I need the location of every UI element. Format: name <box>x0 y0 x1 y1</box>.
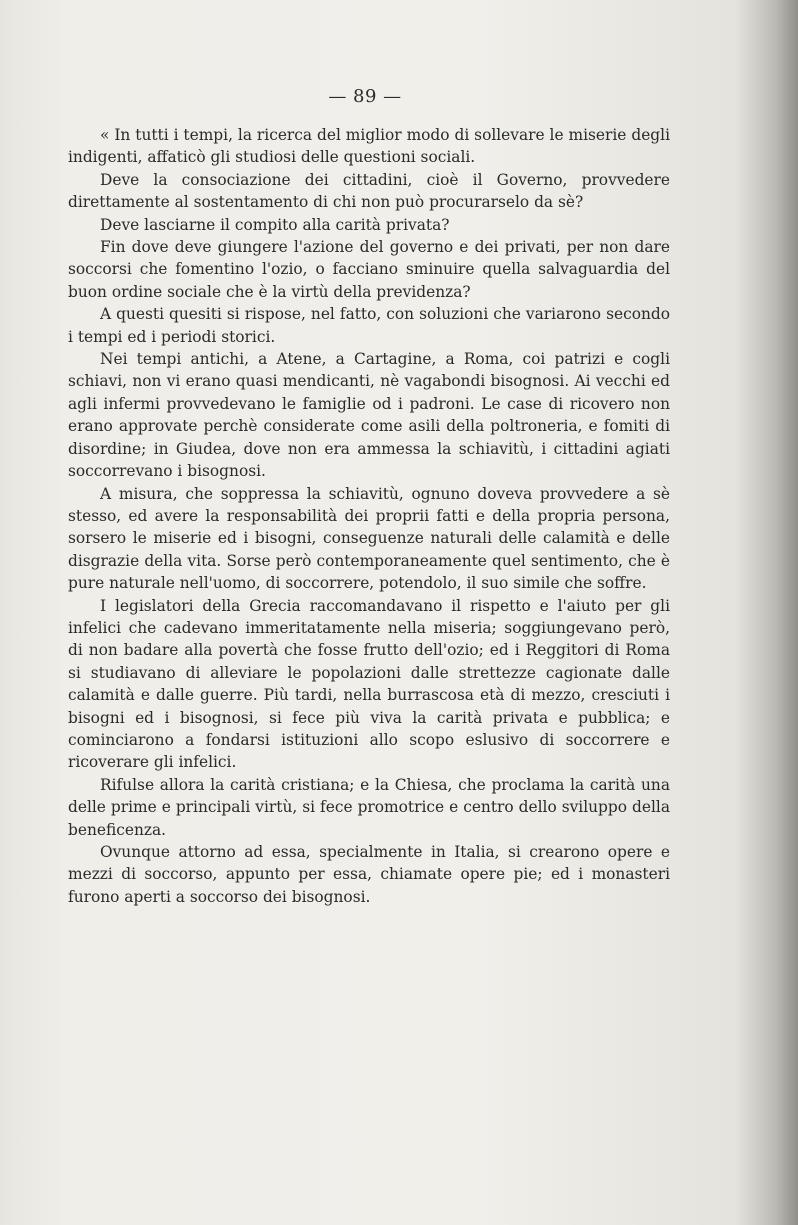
paragraph: Deve lasciarne il compito alla carità privata? <box>100 215 450 234</box>
page-number: — 89 — <box>328 86 402 107</box>
page-body <box>68 124 670 908</box>
paragraph: « In tutti i tempi, la ricerca del miglior modo di sollevare le miserie degli indigenti, affaticò gli studiosi delle questioni sociali. <box>68 126 670 167</box>
paragraph: Fin dove deve giungere l'azione del governo e dei privati, per non dare soccorsi che fomentino l'ozio, o facciano sminuire quella salvaguardia del buon ordine sociale che è la virtù della previdenza? <box>68 238 670 301</box>
paragraph: Nei tempi antichi, a Atene, a Cartagine, a Roma, coi patrizi e cogli schiavi, non vi erano quasi mendicanti, nè vagabondi bisognosi. Ai vecchi ed agli infermi provvedevano le famiglie od i padroni. Le case di ricovero non erano approvate perchè considerate come asili della poltroneria, e fomiti di disordine; in Giudea, dove non era ammessa la schiavitù, i cittadini agiati soccorrevano i bisognosi. <box>68 350 670 481</box>
paragraph: Rifulse allora la carità cristiana; e la Chiesa, che proclama la carità una delle prime e principali virtù, si fece promotrice e centro dello sviluppo della beneficenza. <box>68 775 670 839</box>
paragraph: I legislatori della Grecia raccomandavano il rispetto e l'aiuto per gli infelici che cadevano immeritatamente nella miseria; soggiungevano però, di non badare alla povertà che fosse frutto dell'ozio; ed i Reggitori di Roma si studiavano di alleviare le popolazioni dalle strettezze cagionate dalle calamità e dalle guerre. Più tardi, nella burrascosa età di mezzo, cresciuti i bisogni ed i bisognosi, si fece più viva la carità privata e pubblica; e cominciarono a fondarsi istituzioni allo scopo eslusivo di soccorrere e ricoverare gli infelici. <box>68 596 670 772</box>
paragraph: A questi quesiti si rispose, nel fatto, con soluzioni che variarono secondo i tempi ed i periodi storici. <box>68 305 670 346</box>
paragraph: Deve la consociazione dei cittadini, cioè il Governo, provvedere direttamente al sostentamento di chi non può procurarselo da sè? <box>68 170 670 212</box>
paragraph: A misura, che soppressa la schiavitù, ognuno doveva provvedere a sè stesso, ed avere la responsabilità dei proprii fatti e della propria persona, sorsero le miserie ed i bisogni, conseguenze naturali delle calamità e delle disgrazie della vita. Sorse però contemporaneamente quel sentimento, che è pure naturale nell'uomo, di soccorrere, potendolo, il suo simile che soffre. <box>68 484 670 593</box>
paragraph: Ovunque attorno ad essa, specialmente in Italia, si crearono opere e mezzi di soccorso, appunto per essa, chiamate opere pie; ed i monasteri furono aperti a soccorso dei bisognosi. <box>68 843 670 906</box>
